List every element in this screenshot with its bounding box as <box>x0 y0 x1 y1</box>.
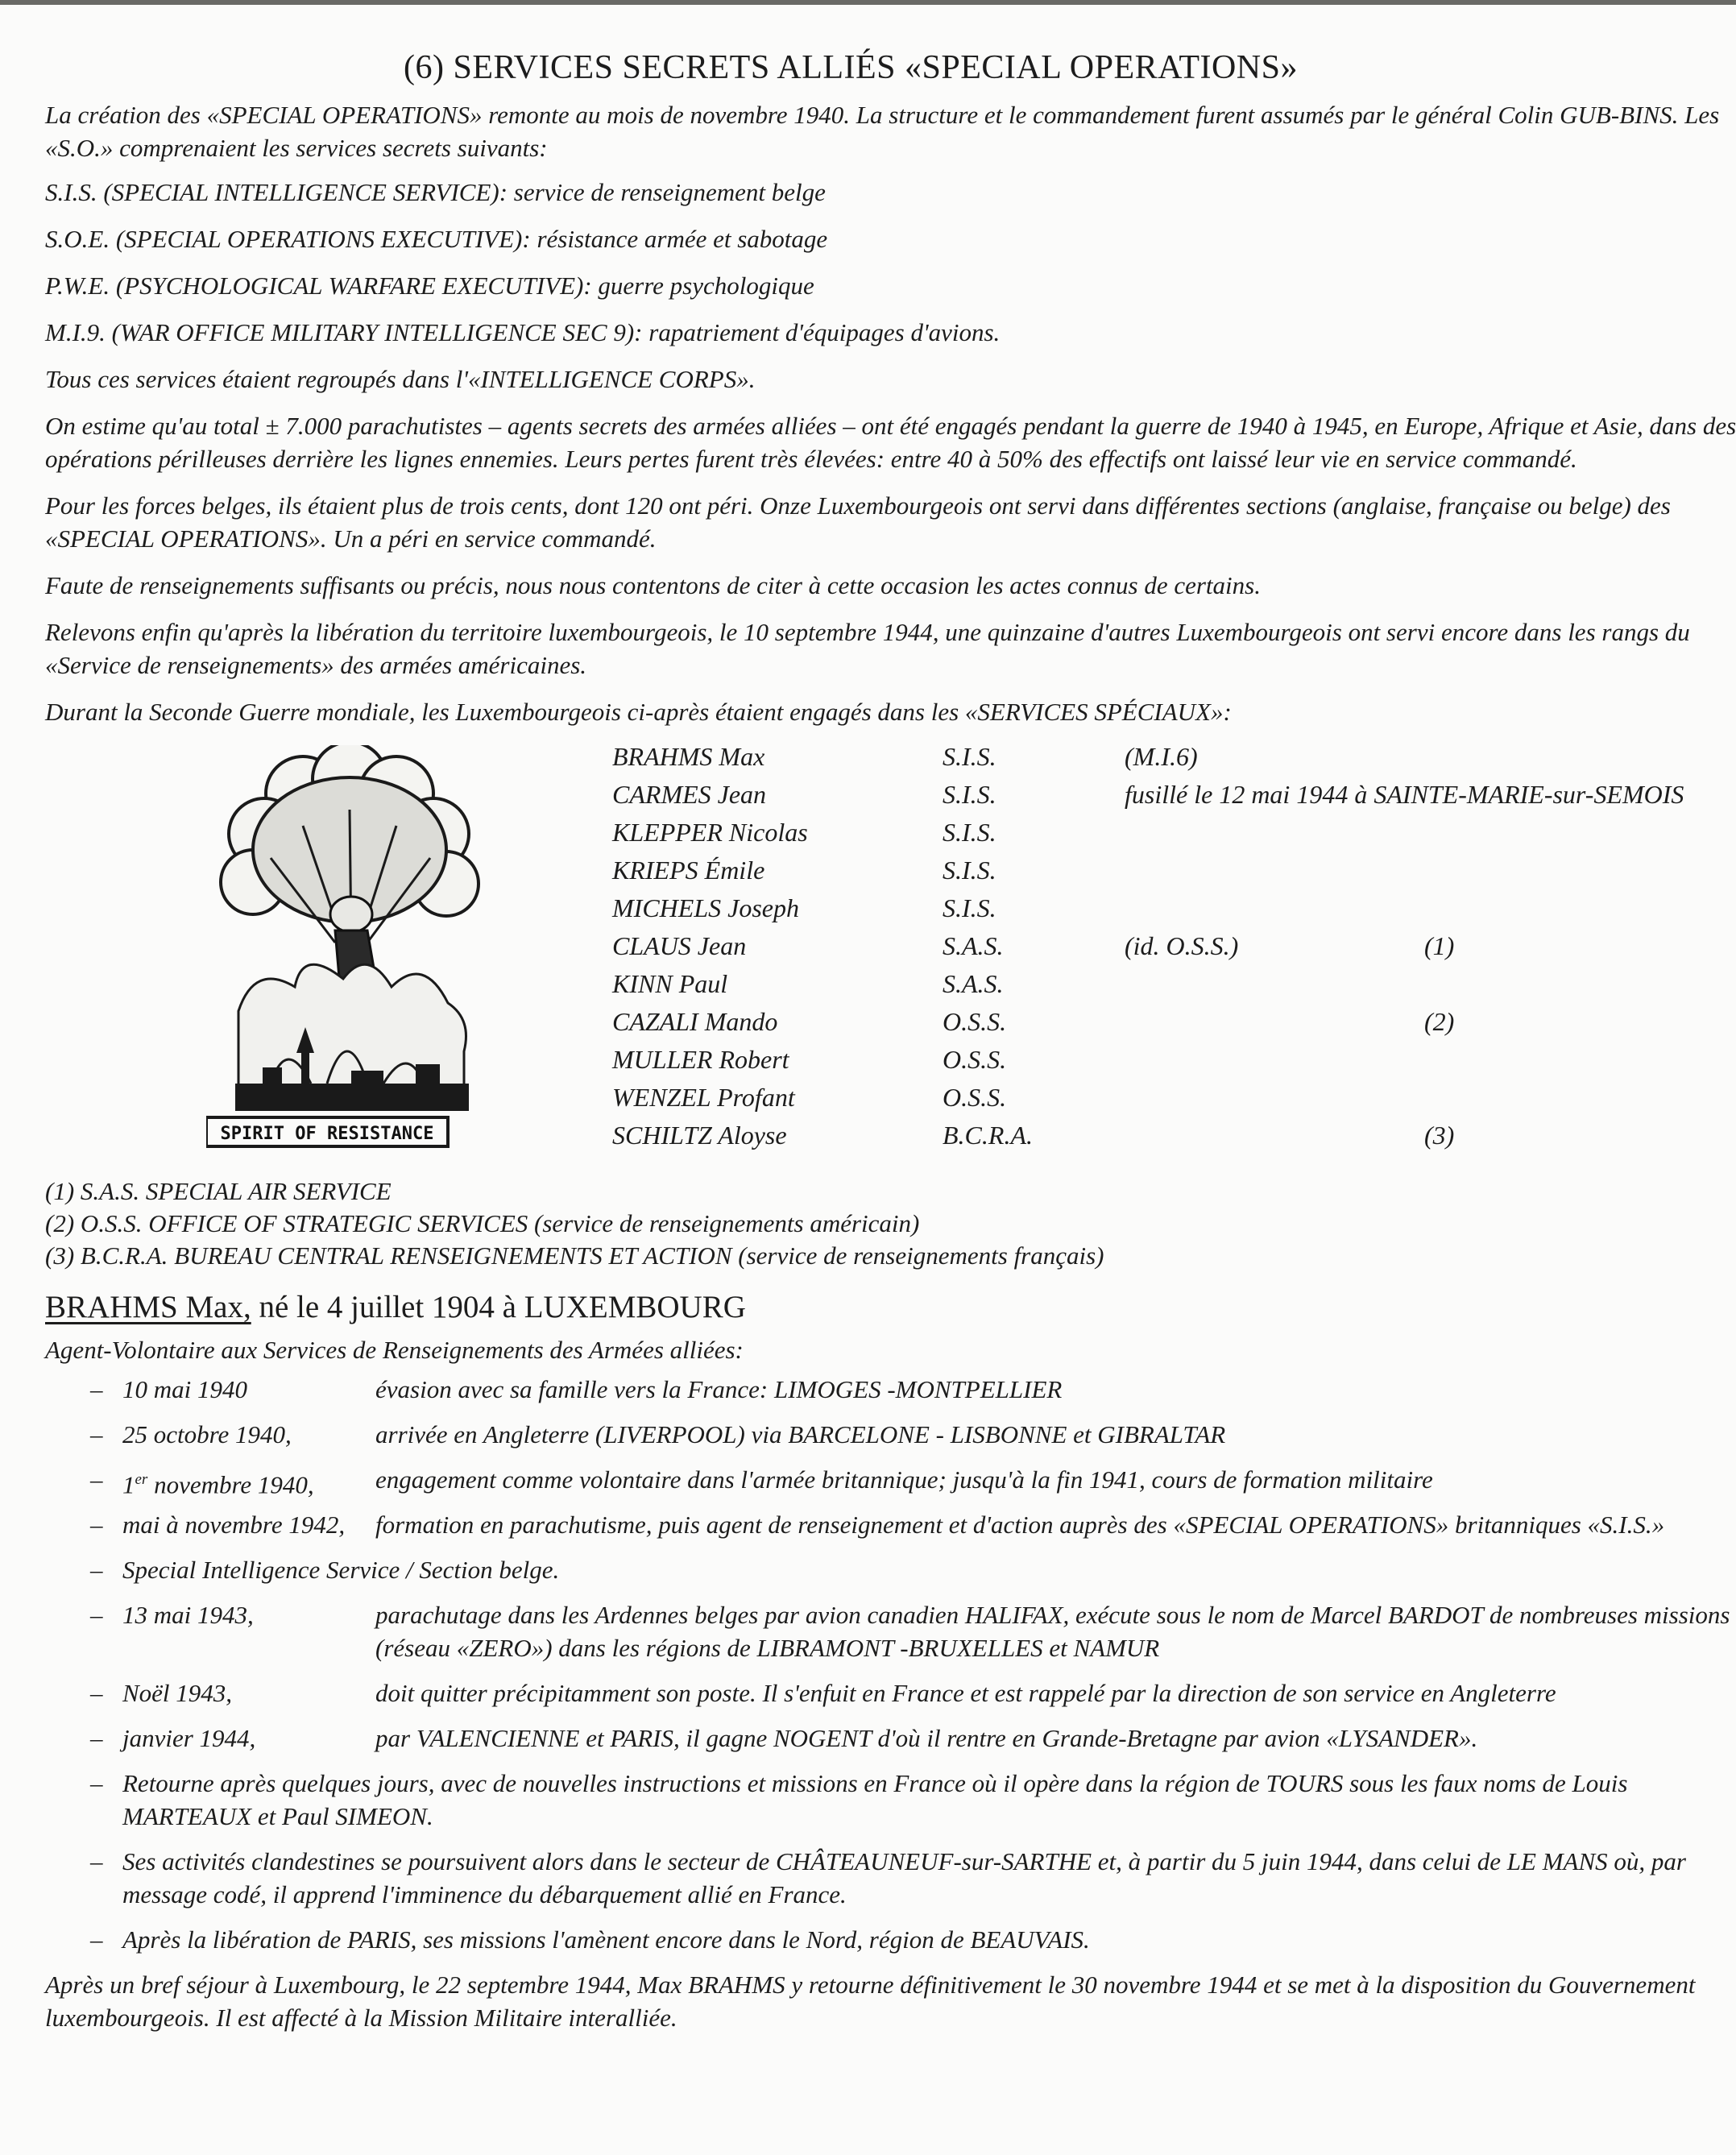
top-rule <box>0 0 1736 5</box>
footnotes <box>45 1175 1736 1272</box>
agent-service: O.S.S. <box>943 1045 1007 1074</box>
agent-name: CLAUS Jean <box>612 931 747 960</box>
agent-note: fusillé le 12 mai 1944 à SAINTE-MARIE-sur-SEMOIS <box>1125 780 1684 809</box>
agent-note: (M.I.6) <box>1125 742 1198 771</box>
bio-event <box>45 1508 1736 1541</box>
event-date <box>122 1463 314 1501</box>
event-text: arrivée en Angleterre (LIVERPOOL) via BARCELONE - LISBONNE et GIBRALTAR <box>375 1420 1226 1448</box>
agent-ref: (1) <box>1424 931 1455 960</box>
bio-event <box>45 1845 1736 1911</box>
bio-event <box>45 1463 1736 1499</box>
event-text: Après la libération de PARIS, ses missions l'amènent encore dans le Nord, région de BEAUVAIS. <box>122 1925 1090 1954</box>
agent-name: KRIEPS Émile <box>612 856 765 885</box>
footnote-2: (2) O.S.S. OFFICE OF STRATEGIC SERVICES (service de renseignements américain) <box>45 1209 920 1237</box>
event-text: Special Intelligence Service / Section belge. <box>122 1556 560 1584</box>
bio-event <box>45 1598 1736 1664</box>
emblem-caption: SPIRIT OF RESISTANCE <box>220 1124 434 1144</box>
event-dash: – <box>90 1420 103 1448</box>
page-title: (6) SERVICES SECRETS ALLIÉS «SPECIAL OPERATIONS» <box>403 49 1298 86</box>
agent-note: (id. O.S.S.) <box>1125 931 1239 960</box>
event-date: Noël 1943, <box>122 1679 233 1707</box>
agent-name: BRAHMS Max <box>612 742 765 771</box>
event-date: 10 mai 1940 <box>122 1375 247 1403</box>
event-date: mai à novembre 1942, <box>122 1511 346 1539</box>
agent-name: WENZEL Profant <box>612 1083 795 1112</box>
agent-service: B.C.R.A. <box>943 1121 1033 1150</box>
event-dash: – <box>90 1925 103 1954</box>
event-text: Ses activités clandestines se poursuivent alors dans le secteur de CHÂTEAUNEUF-sur-SARTHE et, à partir du 5 juin 1944, dans celui de LE MANS où, par message codé, il apprend l'imminence du débarquement allié en France. <box>122 1847 1686 1908</box>
agents-section <box>45 742 1736 1175</box>
agent-service: S.I.S. <box>943 893 996 922</box>
paragraph-parachutists: On estime qu'au total ± 7.000 parachutistes – agents secrets des armées alliées – ont été engagés pendant la guerre de 1940 à 1945, en Europe, Afrique et Asie, dans des opérations périlleuses derrière les lignes ennemies. Leurs pertes furent très élevées: entre 40 à 50% des effectifs ont laissé leur vie en service commandé. <box>45 412 1736 473</box>
agent-ref: (2) <box>1424 1007 1455 1036</box>
footnote-1: (1) S.A.S. SPECIAL AIR SERVICE <box>45 1177 392 1205</box>
paragraph-list-intro: Durant la Seconde Guerre mondiale, les Luxembourgeois ci-après étaient engagés dans les «SERVICES SPÉCIAUX»: <box>45 698 1232 726</box>
event-dash: – <box>90 1601 103 1629</box>
agent-service: S.I.S. <box>943 780 996 809</box>
service-mi9: M.I.9. (WAR OFFICE MILITARY INTELLIGENCE SEC 9): rapatriement d'équipages d'avions. <box>45 318 1001 346</box>
bio-event <box>45 1373 1736 1406</box>
event-text: parachutage dans les Ardennes belges par avion canadien HALIFAX, exécute sous le nom de Marcel BARDOT de nombreuses missions (réseau «ZERO») dans les régions de LIBRAMONT -BRUXELLES et NAMUR <box>375 1601 1730 1662</box>
agent-service: S.I.S. <box>943 818 996 847</box>
event-text: par VALENCIENNE et PARIS, il gagne NOGENT d'où il rentre en Grande-Bretagne par avion «LYSANDER». <box>375 1724 1478 1752</box>
paragraph-belgian-forces: Pour les forces belges, ils étaient plus de trois cents, dont 120 ont péri. Onze Luxembourgeois ont servi dans différentes sections (anglaise, française ou belge) des «SPECIAL OPERATIONS». Un a péri en service commandé. <box>45 491 1671 553</box>
event-dash: – <box>90 1375 103 1403</box>
event-text: engagement comme volontaire dans l'armée britannique; jusqu'à la fin 1941, cours de formation militaire <box>375 1465 1433 1494</box>
paragraph-intelligence-corps: Tous ces services étaient regroupés dans l'«INTELLIGENCE CORPS». <box>45 365 756 393</box>
agent-name: KLEPPER Nicolas <box>612 818 808 847</box>
bio-event <box>45 1923 1736 1956</box>
event-dash: – <box>90 1465 103 1494</box>
event-dash: – <box>90 1556 103 1584</box>
agent-service: S.I.S. <box>943 856 996 885</box>
agent-service: S.A.S. <box>943 969 1004 998</box>
event-date: 13 mai 1943, <box>122 1601 254 1629</box>
paragraph-lack-of-info: Faute de renseignements suffisants ou précis, nous nous contentons de citer à cette occasion les actes connus de certains. <box>45 571 1261 599</box>
agent-service: S.I.S. <box>943 742 996 771</box>
bio-name: BRAHMS Max, <box>45 1290 251 1324</box>
intro-paragraph: La création des «SPECIAL OPERATIONS» remonte au mois de novembre 1940. La structure et le commandement furent assumés par le général Colin GUB-BINS. Les «S.O.» comprenaient les services secrets suivants: <box>45 101 1720 162</box>
event-date-ordinal: er <box>135 1471 148 1488</box>
bio-event <box>45 1676 1736 1709</box>
event-date: 25 octobre 1940, <box>122 1420 292 1448</box>
bio-heading <box>45 1288 1736 1327</box>
parachutist-emblem <box>206 745 492 1148</box>
event-date-rest: novembre 1940, <box>147 1470 314 1499</box>
agent-service: S.A.S. <box>943 931 1004 960</box>
final-paragraph: Après un bref séjour à Luxembourg, le 22 septembre 1944, Max BRAHMS y retourne définitivement le 30 novembre 1944 et se met à la disposition du Gouvernement luxembourgeois. Il est affecté à la Mission Militaire interalliée. <box>45 1971 1696 2032</box>
event-text: formation en parachutisme, puis agent de renseignement et d'action auprès des «SPECIAL OPERATIONS» britanniques «S.I.S.» <box>375 1511 1665 1539</box>
service-soe: S.O.E. (SPECIAL OPERATIONS EXECUTIVE): résistance armée et sabotage <box>45 225 828 253</box>
agent-name: KINN Paul <box>612 969 728 998</box>
event-date-day: 1 <box>122 1470 135 1499</box>
event-dash: – <box>90 1511 103 1539</box>
agent-service: O.S.S. <box>943 1083 1007 1112</box>
footnote-3: (3) B.C.R.A. BUREAU CENTRAL RENSEIGNEMENTS ET ACTION (service de renseignements français) <box>45 1241 1104 1270</box>
paragraph-liberation: Relevons enfin qu'après la libération du territoire luxembourgeois, le 10 septembre 1944, une quinzaine d'autres Luxembourgeois ont servi encore dans les rangs du «Service de renseignements» des armées américaines. <box>45 618 1690 679</box>
service-pwe: P.W.E. (PSYCHOLOGICAL WARFARE EXECUTIVE): guerre psychologique <box>45 271 814 300</box>
event-date: janvier 1944, <box>122 1724 256 1752</box>
event-dash: – <box>90 1679 103 1707</box>
event-dash: – <box>90 1769 103 1797</box>
bio-event <box>45 1553 1736 1586</box>
document-page <box>45 48 1736 2034</box>
bio-event <box>45 1767 1736 1833</box>
service-sis: S.I.S. (SPECIAL INTELLIGENCE SERVICE): service de renseignement belge <box>45 178 826 206</box>
agent-name: MICHELS Joseph <box>612 893 799 922</box>
event-text: doit quitter précipitamment son poste. Il s'enfuit en France et est rappelé par la direction de son service en Angleterre <box>375 1679 1556 1707</box>
event-dash: – <box>90 1847 103 1875</box>
bio-birth: né le 4 juillet 1904 à LUXEMBOURG <box>251 1290 746 1324</box>
bio-event <box>45 1418 1736 1451</box>
agent-name: SCHILTZ Aloyse <box>612 1121 787 1150</box>
agent-name: MULLER Robert <box>612 1045 789 1074</box>
agent-service: O.S.S. <box>943 1007 1007 1036</box>
event-text: Retourne après quelques jours, avec de nouvelles instructions et missions en France où il opère dans la région de TOURS sous les faux noms de Louis MARTEAUX et Paul SIMEON. <box>122 1769 1628 1830</box>
agent-ref: (3) <box>1424 1121 1455 1150</box>
agent-name: CARMES Jean <box>612 780 767 809</box>
bio-subtitle: Agent-Volontaire aux Services de Renseignements des Armées alliées: <box>45 1336 744 1364</box>
event-text: évasion avec sa famille vers la France: LIMOGES -MONTPELLIER <box>375 1375 1063 1403</box>
event-dash: – <box>90 1724 103 1752</box>
agent-name: CAZALI Mando <box>612 1007 778 1036</box>
bio-event <box>45 1722 1736 1755</box>
